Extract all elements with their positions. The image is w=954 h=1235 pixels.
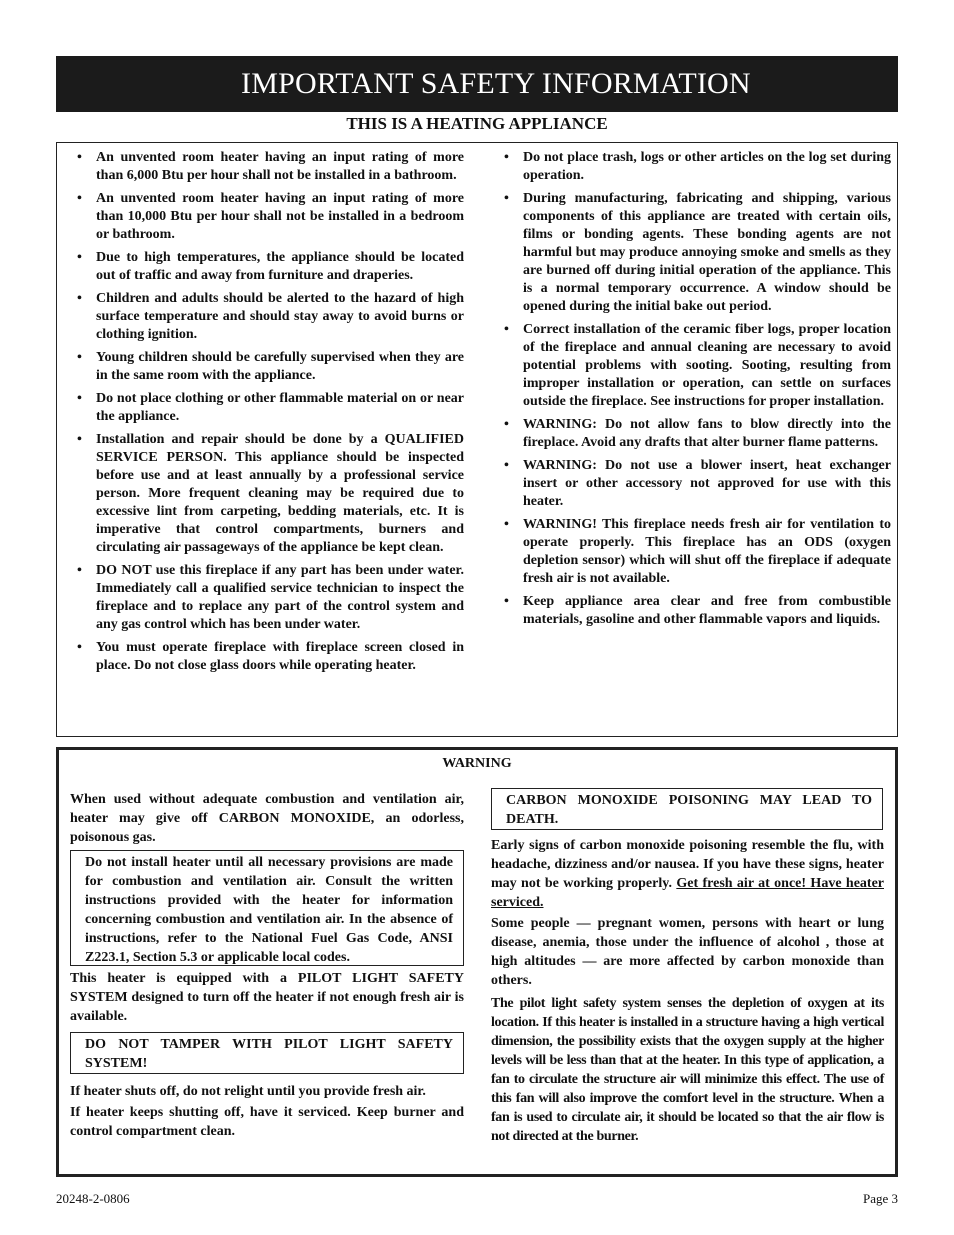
bullet-icon: • [77,640,82,655]
bullet-icon: • [504,594,509,609]
bullet-icon: • [77,350,82,365]
bullet-icon: • [77,432,82,447]
bullet-icon: • [504,458,509,473]
bullet-icon: • [77,563,82,578]
do-not-tamper-box: DO NOT TAMPER WITH PILOT LIGHT SAFETY SYSTEM! [70,1032,464,1074]
fresh-air-underlined-text: Get fresh air at once! Have heater serviced. [491,876,884,910]
left-bullet-list [77,149,464,675]
bullet-text: Keep appliance area clear and free from combustible materials, gasoline and other flammable vapors and liquids. [523,594,891,627]
warning-heading: WARNING [442,756,512,771]
bullet-text: Correct installation of the ceramic fiber logs, proper location of the fireplace and annual cleaning are necessary to avoid potential problems with sooting. Sooting, resulting from improper installation or operation, can settle on surfaces outside the fireplace. See instructions for proper installation. [523,322,891,409]
bullet-text: Installation and repair should be done by a QUALIFIED SERVICE PERSON. This appliance should be inspected before use and at least annually by a professional service person. More frequent cleaning may be required due to excessive lint from carpeting, bedding materials, etc. It is imperative that control compartments, burners and circulating air passageways of the appliance be kept clean. [96,432,464,555]
section-subtitle: THIS IS A HEATING APPLIANCE [346,114,608,133]
bullet-item [504,457,891,511]
co-poisoning-box: CARBON MONOXIDE POISONING MAY LEAD TO DEATH. [491,788,883,830]
bullet-icon: • [77,191,82,206]
bullet-item [77,190,464,244]
ventilation-notice-box: Do not install heater until all necessary provisions are made for combustion and ventilation air. Consult the written instructions provided with the heater for information concerning combustion and ventilation air. In the absence of instructions, refer to the National Fuel Gas Code, ANSI Z223.1, Section 5.3 or applicable local codes. [70,850,464,966]
bullet-item [77,149,464,185]
bullet-item [504,190,891,316]
bullet-item [77,639,464,675]
warning-box [56,747,898,1177]
bullet-text: An unvented room heater having an input rating of more than 6,000 Btu per hour shall not be installed in a bathroom. [96,150,464,183]
bullet-item [77,349,464,385]
bullet-text: WARNING! This fireplace needs fresh air for ventilation to operate properly. This fireplace has an ODS (oxygen depletion sensor) which will shut off the fireplace if adequate fresh air is not available. [523,517,891,586]
bullet-item [504,416,891,452]
bullet-text: DO NOT use this fireplace if any part has been under water. Immediately call a qualified service technician to inspect the fireplace and to replace any part of the control system and any gas control which has been under water. [96,563,464,632]
bullet-text: Do not place clothing or other flammable material on or near the appliance. [96,391,464,424]
bullet-item [504,321,891,411]
right-bullet-list [504,149,891,629]
left-bullet-column [77,149,464,680]
bullet-icon: • [77,150,82,165]
bullet-text: Young children should be carefully supervised when they are in the same room with the appliance. [96,350,464,383]
page-title-banner [56,56,898,112]
service-paragraph: If heater keeps shutting off, have it serviced. Keep burner and control compartment clean. [70,1105,464,1139]
document-number: 20248-2-0806 [56,1191,130,1206]
bullet-icon: • [504,517,509,532]
bullet-icon: • [77,391,82,406]
bullet-item [77,390,464,426]
early-signs-text: Early signs of carbon monoxide poisoning resemble the flu, with headache, dizziness and/or nausea. If you have these signs, heater may not be working properly. [491,838,884,891]
bullet-item [504,516,891,588]
bullet-icon: • [504,191,509,206]
early-signs-paragraph [491,836,884,912]
bullet-item [77,431,464,557]
bullet-text: An unvented room heater having an input rating of more than 10,000 Btu per hour shall not be installed in a bedroom or bathroom. [96,191,464,242]
page-number: Page 3 [862,1191,898,1206]
page-title: IMPORTANT SAFETY INFORMATION [241,67,751,100]
bullet-text: WARNING: Do not allow fans to blow directly into the fireplace. Avoid any drafts that alter burner flame patterns. [523,417,891,450]
bullet-item [77,562,464,634]
bullet-text: You must operate fireplace with fireplace screen closed in place. Do not close glass doors while operating heater. [96,640,464,673]
bullet-icon: • [77,291,82,306]
bullet-item [504,149,891,185]
bullet-text: Due to high temperatures, the appliance should be located out of traffic and away from furniture and draperies. [96,250,464,283]
bullet-text: WARNING: Do not use a blower insert, heat exchanger insert or other accessory not approved for use with this heater. [523,458,891,509]
pilot-system-paragraph: The pilot light safety system senses the depletion of oxygen at its location. If this heater is installed in a structure having a high vertical dimension, the possibility exists that the oxygen supply at the higher levels will be less than that at the heater. In this type of application, a fan to circulate the structure air will minimize this effect. The use of this fan will also improve the comfort level in the structure. When a fan is used to circulate air, it should be located so that the air flow is not directed at the burner. [491,996,884,1144]
warning-intro: When used without adequate combustion and ventilation air, heater may give off CARBON MONOXIDE, an odorless, poisonous gas. [70,792,464,845]
bullet-item [504,593,891,629]
bullet-icon: • [504,150,509,165]
bullet-text: During manufacturing, fabricating and shipping, various components of this appliance are treated with certain oils, films or bonding agents. These bonding agents are not harmful but may produce annoying smoke and smells as they are burned off during initial operation of the appliance. This is a normal temporary occurrence. A window should be opened during the initial bake out period. [523,191,891,314]
relight-paragraph: If heater shuts off, do not relight until you provide fresh air. [70,1084,426,1099]
bullet-icon: • [504,322,509,337]
sensitive-people-paragraph: Some people — pregnant women, persons with heart or lung disease, anemia, those under the influence of alcohol , those at high altitudes — are more affected by carbon monoxide than others. [491,916,884,988]
pilot-light-paragraph: This heater is equipped with a PILOT LIGHT SAFETY SYSTEM designed to turn off the heater if not enough fresh air is available. [70,971,464,1024]
safety-bullets-box [56,142,898,737]
bullet-icon: • [77,250,82,265]
right-bullet-column [504,149,891,634]
bullet-item [77,290,464,344]
bullet-icon: • [504,417,509,432]
bullet-text: Children and adults should be alerted to the hazard of high surface temperature and should stay away to avoid burns or clothing ignition. [96,291,464,342]
bullet-item [77,249,464,285]
bullet-text: Do not place trash, logs or other articles on the log set during operation. [523,150,891,183]
